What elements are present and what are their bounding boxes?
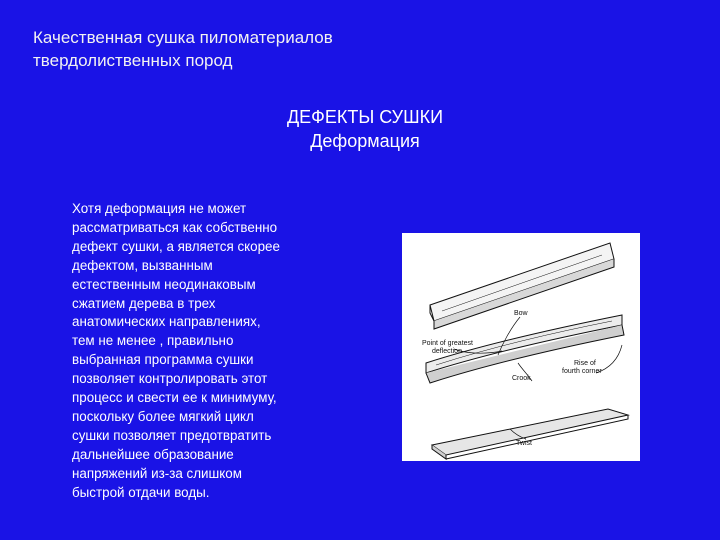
title-line-1: Качественная сушка пиломатериалов xyxy=(33,28,333,47)
body-line: поскольку более мягкий цикл xyxy=(72,408,254,424)
warp-defects-illustration xyxy=(402,233,640,461)
twist-board xyxy=(432,409,628,459)
body-line: быстрой отдачи воды. xyxy=(72,484,210,500)
body-line: процесс и свести ее к минимуму, xyxy=(72,390,277,406)
point-of-deflection-label-line1: Point of greatest xyxy=(422,340,473,347)
body-line: сушки позволяет предотвратить xyxy=(72,427,272,443)
body-line: напряжений из-за слишком xyxy=(72,465,242,481)
body-line: анатомических направлениях, xyxy=(72,314,261,330)
section-subheading: Деформация xyxy=(310,131,420,151)
twist-label: Twist xyxy=(516,440,532,447)
body-line: тем не менее , правильно xyxy=(72,333,234,349)
body-line: позволяет контролировать этот xyxy=(72,371,268,387)
body-line: сжатием дерева в трех xyxy=(72,295,216,311)
rise-label-line1: Rise of xyxy=(574,360,596,367)
body-line: рассматриваться как собственно xyxy=(72,219,278,235)
title-line-2: твердолиственных пород xyxy=(33,51,233,70)
body-paragraph xyxy=(72,200,342,503)
body-line: естественным неодинаковым xyxy=(72,276,256,292)
body-line: выбранная программа сушки xyxy=(72,352,254,368)
body-line: дефектом, вызванным xyxy=(72,257,213,273)
section-heading: ДЕФЕКТЫ СУШКИ xyxy=(286,107,444,127)
body-line: Хотя деформация не может xyxy=(72,201,247,216)
body-line: дальнейшее образование xyxy=(72,446,234,462)
slide-title xyxy=(33,26,333,72)
body-line: дефект сушки, а является скорее xyxy=(72,238,280,254)
crook-label: Crook xyxy=(512,375,531,382)
point-of-deflection-label-line2: deflection xyxy=(432,348,462,355)
rise-label-line2: fourth corner xyxy=(562,368,602,375)
bow-label: Bow xyxy=(514,310,528,317)
warp-diagram xyxy=(402,233,640,461)
